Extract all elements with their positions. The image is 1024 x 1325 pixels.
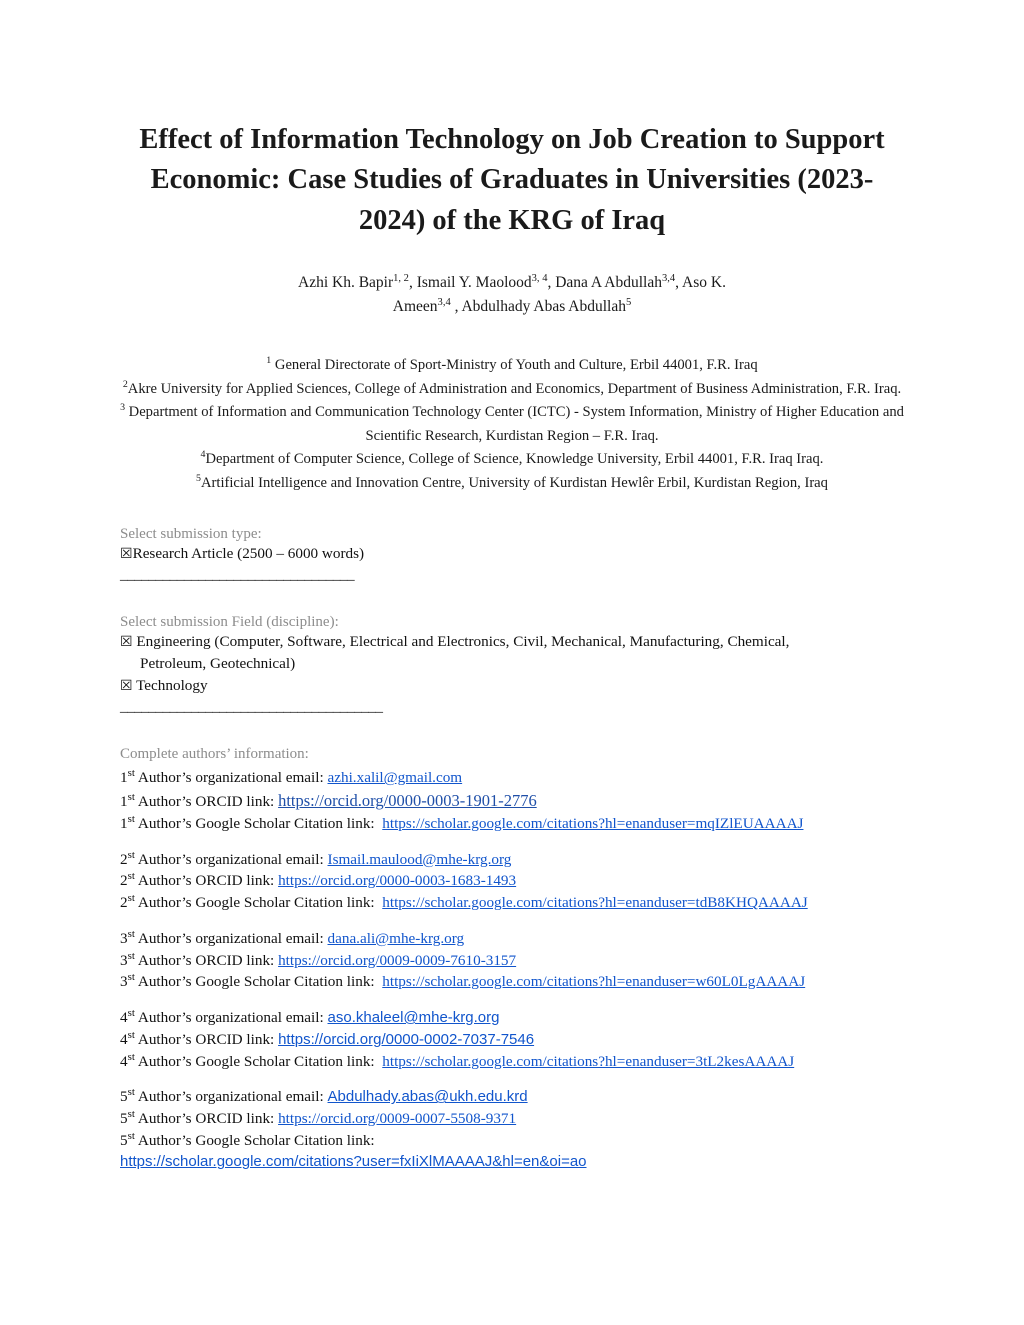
author-scholar-link[interactable]: https://scholar.google.com/citations?hl=enanduser=w60L0LgAAAAJ <box>382 973 806 991</box>
author-orcid-link[interactable]: https://orcid.org/0000-0003-1901-2776 <box>278 791 537 811</box>
submission-field-option-1-continued: Petroleum, Geotechnical) <box>140 655 296 673</box>
author-scholar-link[interactable]: https://scholar.google.com/citations?hl=enanduser=3tL2kesAAAAJ <box>382 1052 795 1070</box>
submission-type-option <box>120 543 904 565</box>
author-email-line: 4st Author’s organizational email: aso.khaleel@mhe-krg.org <box>120 1007 500 1027</box>
affiliation-text: Department of Information and Communication Technology Center (ICTC) - System Information, Ministry of Higher Education and Scientific Research, Kurdistan Region – F.R. Iraq. <box>125 404 904 444</box>
checkbox-checked-icon[interactable]: ☒ <box>120 634 133 651</box>
author-email-link[interactable]: dana.ali@mhe-krg.org <box>327 929 465 947</box>
author-sup: 3,4 <box>661 273 676 285</box>
submission-type-rule: _________________________________ <box>120 565 355 583</box>
author-scholar-link[interactable]: https://scholar.google.com/citations?hl=enanduser=tdB8KHQAAAAJ <box>382 894 808 912</box>
author-scholar-link[interactable]: https://scholar.google.com/citations?user=fxIiXlMAAAAJ&hl=en&oi=ao <box>120 1153 587 1171</box>
author-list <box>120 271 904 318</box>
affiliation-sup: 5 <box>196 473 201 485</box>
author-email-line: 1st Author’s organizational email: azhi.xalil@gmail.com <box>120 767 463 787</box>
author-email-link[interactable]: Ismail.maulood@mhe-krg.org <box>327 850 512 868</box>
author-sup: 5 <box>625 296 632 308</box>
affiliation-sup: 2 <box>122 378 128 390</box>
affiliation-sup: 3 <box>120 402 126 414</box>
author-sup: 3, 4 <box>531 273 548 285</box>
author-scholar-url-line <box>120 1151 904 1173</box>
author-email-link[interactable]: Abdulhady.abas@ukh.edu.krd <box>327 1088 528 1106</box>
author-scholar-line: 4st Author’s Google Scholar Citation link: https://scholar.google.com/citations?hl=enanduser=3tL2kesAAAAJ <box>120 1050 795 1070</box>
author-orcid-line: 4st Author’s ORCID link: https://orcid.org/0000-0002-7037-7546 <box>120 1028 535 1048</box>
submission-field-option-1-label: Engineering (Computer, Software, Electrical and Electronics, Civil, Mechanical, Manufacturing, Chemical, <box>136 633 790 651</box>
author-orcid-line: 3st Author’s ORCID link: https://orcid.org/0009-0009-7610-3157 <box>120 949 517 969</box>
author-sup: 1, 2 <box>393 273 409 285</box>
affiliation-item <box>120 401 904 448</box>
author-info-entry <box>120 767 904 834</box>
page-title: Effect of Information Technology on Job Creation to Support Economic: Case Studies of Graduates in Universities (2023-2024) of the KRG of Iraq <box>139 124 885 236</box>
submission-type-label: Select submission type: <box>120 525 262 542</box>
authors-information-list <box>120 767 904 1173</box>
affiliation-text: Artificial Intelligence and Innovation Centre, University of Kurdistan Hewlêr Erbil, Kurdistan Region, Iraq <box>201 475 828 492</box>
affiliation-sup: 1 <box>266 355 272 367</box>
author-email-link[interactable]: azhi.xalil@gmail.com <box>327 769 463 787</box>
submission-type-option-label: Research Article (2500 – 6000 words) <box>132 544 365 562</box>
affiliation-item <box>120 378 904 402</box>
author-orcid-line: 2st Author’s ORCID link: https://orcid.org/0000-0003-1683-1493 <box>120 870 517 890</box>
affiliation-text: General Directorate of Sport-Ministry of Youth and Culture, Erbil 44001, F.R. Iraq <box>271 356 758 373</box>
author-scholar-line: 1st Author’s Google Scholar Citation link: https://scholar.google.com/citations?hl=enanduser=mqIZlEUAAAAJ <box>120 812 804 832</box>
author-email-link[interactable]: aso.khaleel@mhe-krg.org <box>327 1009 500 1027</box>
checkbox-checked-icon[interactable]: ☒ <box>120 677 133 694</box>
author-scholar-line: 5st Author’s Google Scholar Citation link: <box>120 1129 375 1149</box>
author-scholar-link[interactable]: https://scholar.google.com/citations?hl=enanduser=mqIZlEUAAAAJ <box>382 814 804 832</box>
affiliation-item <box>120 472 904 496</box>
author-scholar-line: 2st Author’s Google Scholar Citation link: https://scholar.google.com/citations?hl=enanduser=tdB8KHQAAAAJ <box>120 892 808 912</box>
author-email-line: 2st Author’s organizational email: Ismail.maulood@mhe-krg.org <box>120 848 512 868</box>
checkbox-checked-icon[interactable]: ☒ <box>120 545 133 562</box>
affiliation-list <box>120 354 904 496</box>
author-orcid-line: 1st Author’s ORCID link: https://orcid.org/0000-0003-1901-2776 <box>120 791 537 811</box>
author-orcid-line: 5st Author’s ORCID link: https://orcid.org/0009-0007-5508-9371 <box>120 1107 517 1127</box>
affiliation-item <box>120 354 904 378</box>
affiliation-text: Department of Computer Science, College of Science, Knowledge University, Erbil 44001, F.R. Iraq Iraq. <box>205 451 824 468</box>
author-info-entry <box>120 928 904 993</box>
submission-field-label: Select submission Field (discipline): <box>120 614 339 631</box>
author-orcid-link[interactable]: https://orcid.org/0009-0007-5508-9371 <box>278 1110 517 1127</box>
page-content <box>120 120 904 1187</box>
submission-field-rule: _____________________________________ <box>120 697 383 715</box>
author-line-2: Ameen$^{3,4}$ , Abdulhady Abas Abdullah$^5$ <box>392 296 632 315</box>
submission-field-option-2 <box>120 675 904 697</box>
author-info-entry <box>120 849 904 914</box>
author-orcid-link[interactable]: https://orcid.org/0009-0009-7610-3157 <box>278 951 517 969</box>
affiliation-item <box>120 448 904 472</box>
author-info-entry <box>120 1007 904 1072</box>
author-orcid-link[interactable]: https://orcid.org/0000-0002-7037-7546 <box>278 1030 535 1048</box>
submission-field-option-2-label: Technology <box>136 676 208 694</box>
author-sup: 3,4 <box>437 296 451 308</box>
submission-field-option-1 <box>120 631 904 653</box>
author-orcid-link[interactable]: https://orcid.org/0000-0003-1683-1493 <box>278 872 517 890</box>
author-email-line: 5st Author’s organizational email: Abdulhady.abas@ukh.edu.krd <box>120 1086 528 1106</box>
affiliation-sup: 4 <box>200 449 206 461</box>
author-email-line: 3st Author’s organizational email: dana.ali@mhe-krg.org <box>120 927 465 947</box>
affiliation-text: Akre University for Applied Sciences, College of Administration and Economics, Department of Business Administration, F.R. Iraq. <box>127 380 902 397</box>
author-scholar-line: 3st Author’s Google Scholar Citation link: https://scholar.google.com/citations?hl=enanduser=w60L0LgAAAAJ <box>120 971 806 991</box>
author-info-entry <box>120 1086 904 1173</box>
author-line-1: Azhi Kh. Bapir$^{1, 2}$, Ismail Y. Maolood$^{3, 4}$, Dana A Abdullah$^{3,4}$, Aso K. <box>298 273 726 292</box>
authors-information-label: Complete authors’ information: <box>120 746 309 763</box>
